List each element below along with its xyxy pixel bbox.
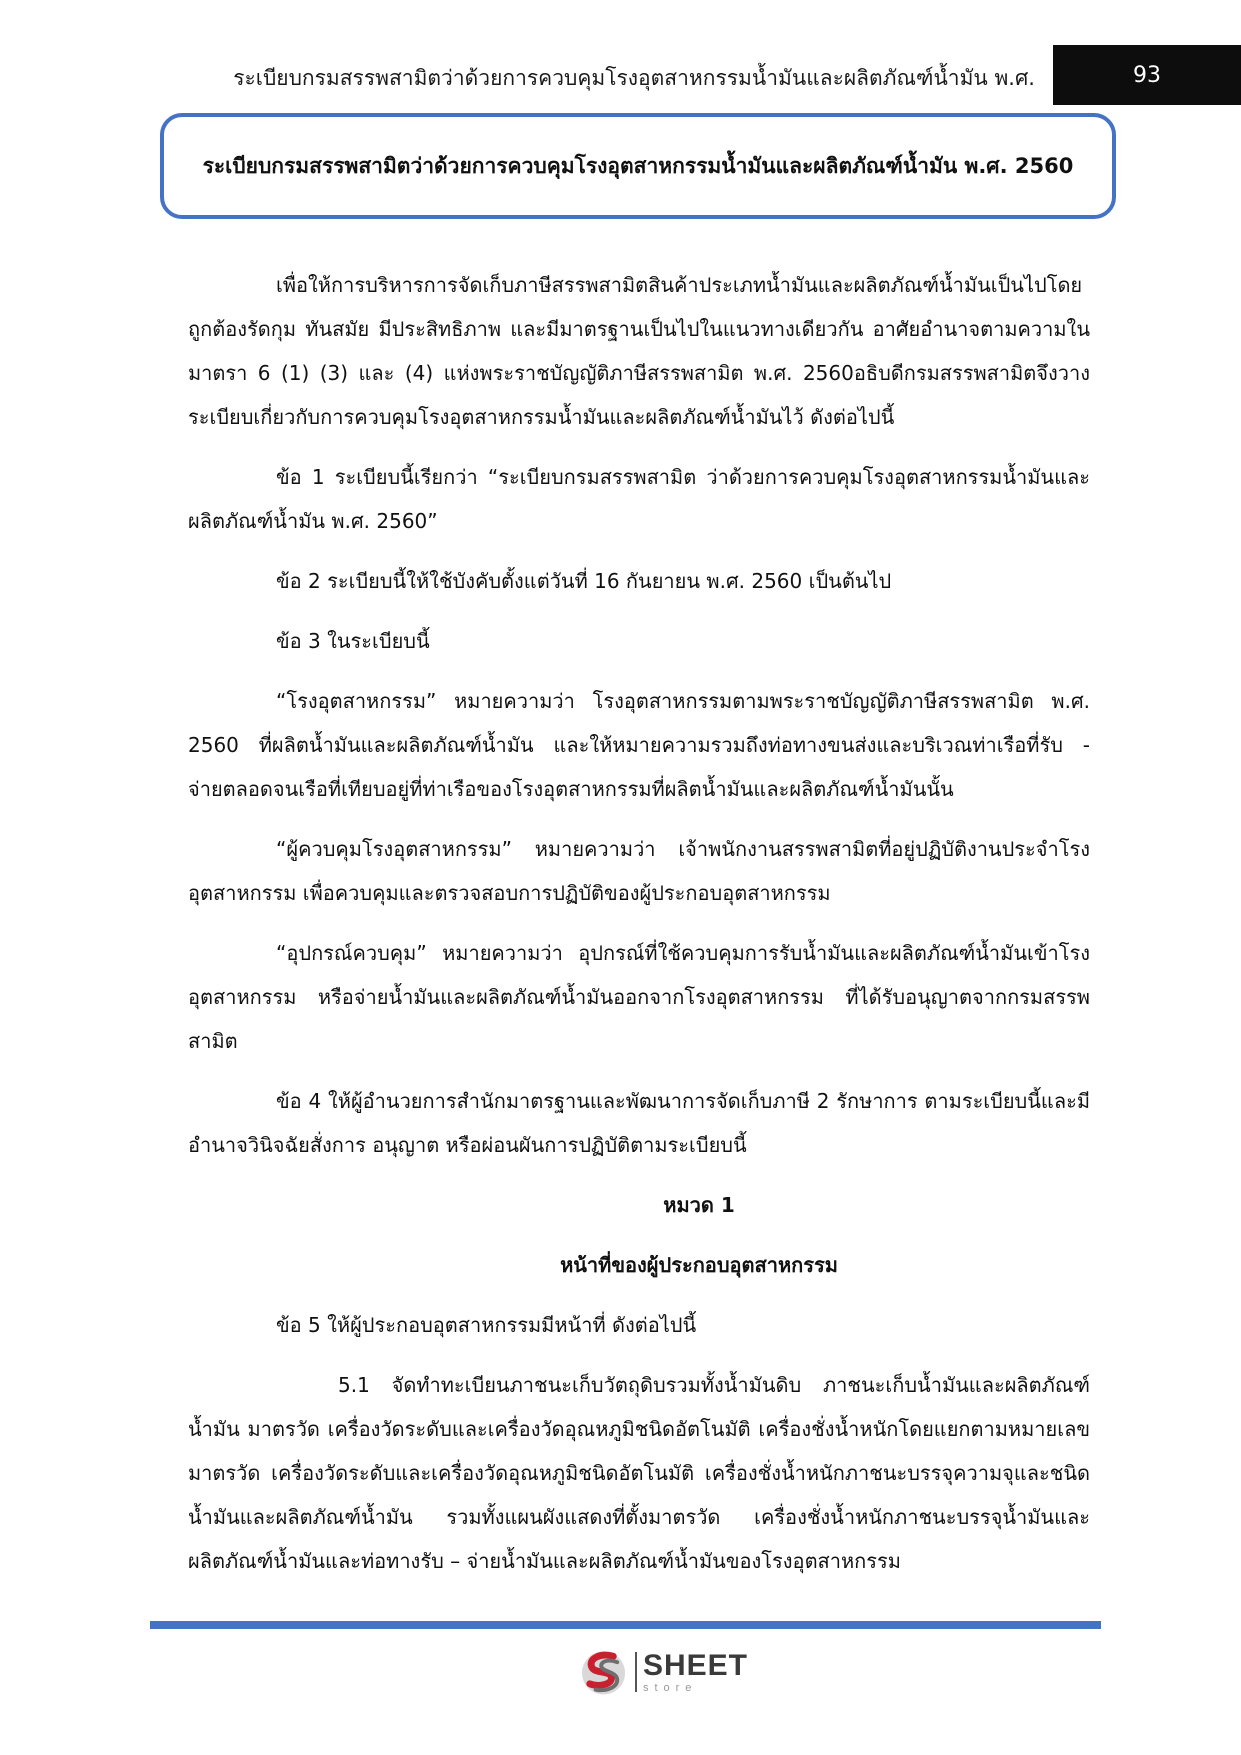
chapter-title: หน้าที่ของผู้ประกอบอุตสาหกรรม	[560, 1253, 838, 1277]
clause-2: ข้อ 2 ระเบียบนี้ให้ใช้บังคับตั้งแต่วันที่ 16 กันยายน พ.ศ. 2560 เป็นต้นไป	[276, 569, 892, 593]
sheet-store-logo-icon	[578, 1646, 629, 1698]
logo-main-text: SHEET	[642, 1648, 748, 1682]
preamble-paragraph: เพื่อให้การบริหารการจัดเก็บภาษีสรรพสามิตสินค้าประเภทน้ำมันและผลิตภัณฑ์น้ำมันเป็นไปโดยถูกต้องรัดกุม ทันสมัย มีประสิทธิภาพ และมีมาตรฐานเป็นไปในแนวทางเดียวกัน อาศัยอำนาจตามความในมาตรา 6 (1) (3) และ (4) แห่งพระราชบัญญัติภาษีสรรพสามิต พ.ศ. 2560อธิบดีกรมสรรพสามิตจึงวางระเบียบเกี่ยวกับการควบคุมโรงอุตสาหกรรมน้ำมันและผลิตภัณฑ์น้ำมันไว้ ดังต่อไปนี้	[188, 273, 1090, 429]
footer-rule	[150, 1621, 1101, 1629]
logo-divider	[635, 1652, 637, 1692]
running-header: ระเบียบกรมสรรพสามิตว่าด้วยการควบคุมโรงอุตสาหกรรมน้ำมันและผลิตภัณฑ์น้ำมัน พ.ศ.	[233, 66, 1035, 90]
definition-equipment: “อุปกรณ์ควบคุม” หมายความว่า อุปกรณ์ที่ใช้ควบคุมการรับน้ำมันและผลิตภัณฑ์น้ำมันเข้าโรงอุตสาหกรรม หรือจ่ายน้ำมันและผลิตภัณฑ์น้ำมันออกจากโรงอุตสาหกรรม ที่ได้รับอนุญาตจากกรมสรรพสามิต	[188, 941, 1090, 1053]
definition-factory: “โรงอุตสาหกรรม” หมายความว่า โรงอุตสาหกรรมตามพระราชบัญญัติภาษีสรรพสามิต พ.ศ. 2560 ที่ผลิตน้ำมันและผลิตภัณฑ์น้ำมัน และให้หมายความรวมถึงท่อทางขนส่งและบริเวณท่าเรือที่รับ - จ่ายตลอดจนเรือที่เทียบอยู่ที่ท่าเรือของโรงอุตสาหกรรมที่ผลิตน้ำมันและผลิตภัณฑ์น้ำมันนั้น	[188, 689, 1090, 801]
logo-text	[642, 1648, 748, 1694]
chapter-label: หมวด 1	[663, 1193, 735, 1217]
clause-4: ข้อ 4 ให้ผู้อำนวยการสำนักมาตรฐานและพัฒนาการจัดเก็บภาษี 2 รักษาการ ตามระเบียบนี้และมีอำนาจวินิจฉัยสั่งการ อนุญาต หรือผ่อนผันการปฏิบัติตามระเบียบนี้	[188, 1089, 1090, 1157]
page-number: 93	[1053, 45, 1241, 105]
definition-controller: “ผู้ควบคุมโรงอุตสาหกรรม” หมายความว่า เจ้าพนักงานสรรพสามิตที่อยู่ปฏิบัติงานประจำโรงอุตสาหกรรม เพื่อควบคุมและตรวจสอบการปฏิบัติของผู้ประกอบอุตสาหกรรม	[188, 837, 1090, 905]
clause-5: ข้อ 5 ให้ผู้ประกอบอุตสาหกรรมมีหน้าที่ ดังต่อไปนี้	[276, 1313, 697, 1337]
document-title: ระเบียบกรมสรรพสามิตว่าด้วยการควบคุมโรงอุตสาหกรรมน้ำมันและผลิตภัณฑ์น้ำมัน พ.ศ. 2560	[202, 153, 1074, 178]
document-title-box	[160, 113, 1116, 219]
sheet-store-logo	[578, 1646, 748, 1698]
document-body	[188, 263, 1090, 1599]
clause-1: ข้อ 1 ระเบียบนี้เรียกว่า “ระเบียบกรมสรรพสามิต ว่าด้วยการควบคุมโรงอุตสาหกรรมน้ำมันและผลิตภัณฑ์น้ำมัน พ.ศ. 2560”	[188, 465, 1090, 533]
clause-3: ข้อ 3 ในระเบียบนี้	[276, 629, 430, 653]
logo-sub-text: store	[642, 1681, 698, 1694]
clause-5-1: 5.1 จัดทำทะเบียนภาชนะเก็บวัตถุดิบรวมทั้งน้ำมันดิบ ภาชนะเก็บน้ำมันและผลิตภัณฑ์น้ำมัน มาตรวัด เครื่องวัดระดับและเครื่องวัดอุณหภูมิชนิดอัตโนมัติ เครื่องชั่งน้ำหนักโดยแยกตามหมายเลขมาตรวัด เครื่องวัดระดับและเครื่องวัดอุณหภูมิชนิดอัตโนมัติ เครื่องชั่งน้ำหนักภาชนะบรรจุความจุและชนิดน้ำมันและผลิตภัณฑ์น้ำมัน รวมทั้งแผนผังแสดงที่ตั้งมาตรวัด เครื่องชั่งน้ำหนักภาชนะบรรจุน้ำมันและผลิตภัณฑ์น้ำมันและท่อทางรับ – จ่ายน้ำมันและผลิตภัณฑ์น้ำมันของโรงอุตสาหกรรม	[188, 1373, 1090, 1573]
